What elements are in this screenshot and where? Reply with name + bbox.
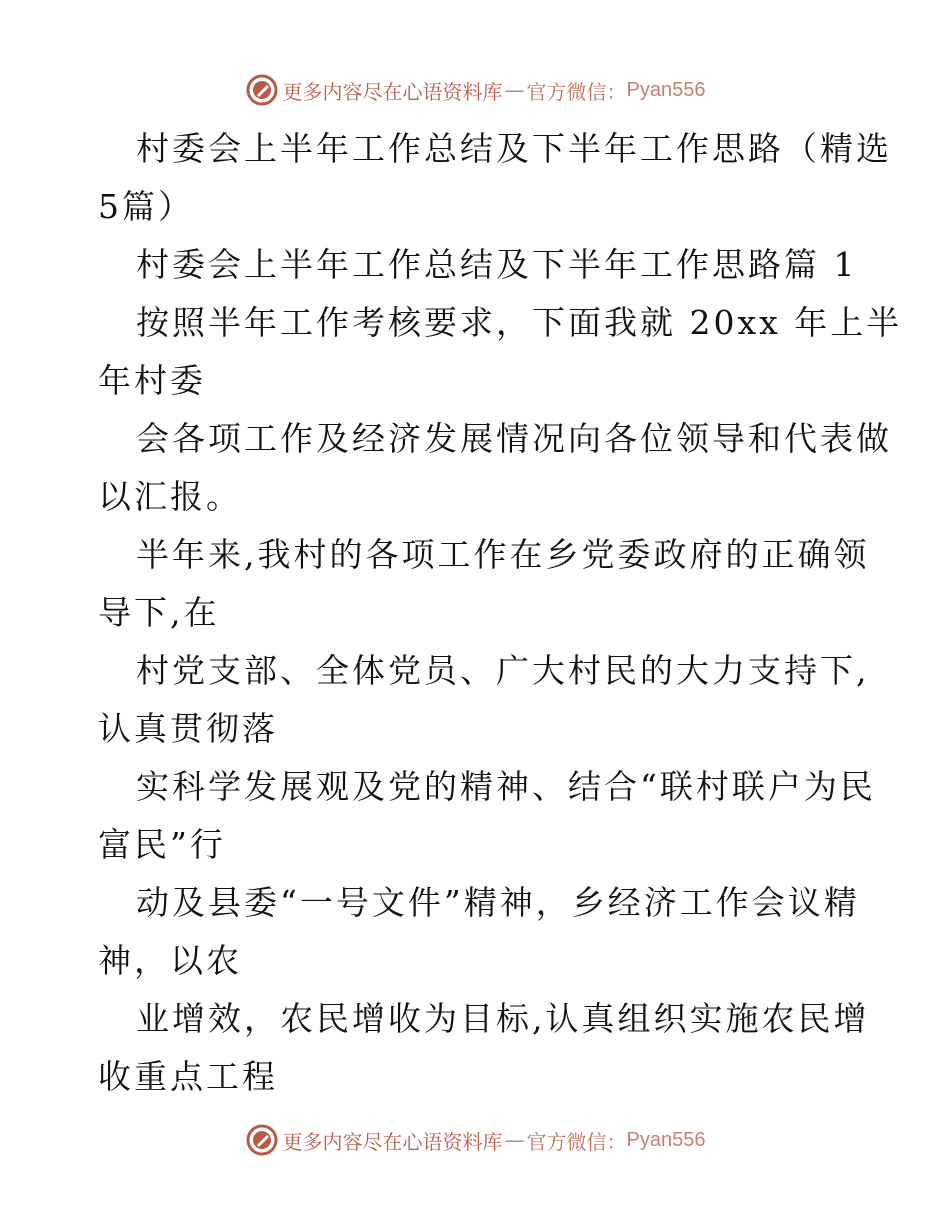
pen-logo-icon [245, 73, 279, 107]
watermark-site-text: 更多内容尽在心语资料库 [282, 1129, 503, 1154]
paragraph-line: 会各项工作及经济发展情况向各位领导和代表做 [136, 419, 892, 458]
section-heading: 村委会上半年工作总结及下半年工作思路篇 1 [136, 245, 858, 284]
paragraph-line: 年村委 [98, 361, 206, 400]
paragraph-line: 业增效，农民增收为目标,认真组织实施农民增 [136, 999, 870, 1038]
footer-watermark [0, 1120, 950, 1160]
paragraph-line: 按照半年工作考核要求，下面我就 20xx 年上半 [136, 303, 903, 342]
watermark-site-text: 更多内容尽在心语资料库 [282, 79, 503, 104]
watermark-contact-label: 官方微信： [526, 79, 627, 104]
title-line-1: 村委会上半年工作总结及下半年工作思路（精选 [136, 129, 892, 168]
paragraph-line: 认真贯彻落 [98, 709, 278, 748]
watermark-contact-id: Pyan556 [626, 78, 706, 101]
paragraph-line: 以汇报。 [98, 477, 242, 516]
watermark-separator: — [504, 78, 525, 102]
document-body [98, 120, 903, 1106]
paragraph-line: 导下,在 [98, 593, 220, 632]
pen-logo-icon [245, 1123, 279, 1157]
title-line-2: 5篇） [98, 187, 194, 226]
paragraph-line: 实科学发展观及党的精神、结合“联村联户为民 [136, 767, 876, 806]
header-watermark [0, 70, 950, 110]
paragraph-line: 富民”行 [98, 825, 226, 864]
paragraph-line: 收重点工程 [98, 1057, 278, 1096]
paragraph-line: 神，以农 [98, 941, 242, 980]
watermark-contact-label: 官方微信： [526, 1129, 627, 1154]
watermark-contact-id: Pyan556 [626, 1128, 706, 1151]
paragraph-line: 村党支部、全体党员、广大村民的大力支持下, [136, 651, 870, 690]
paragraph-line: 动及县委“一号文件”精神，乡经济工作会议精 [136, 883, 860, 922]
watermark-separator: — [504, 1128, 525, 1152]
paragraph-line: 半年来,我村的各项工作在乡党委政府的正确领 [136, 535, 870, 574]
